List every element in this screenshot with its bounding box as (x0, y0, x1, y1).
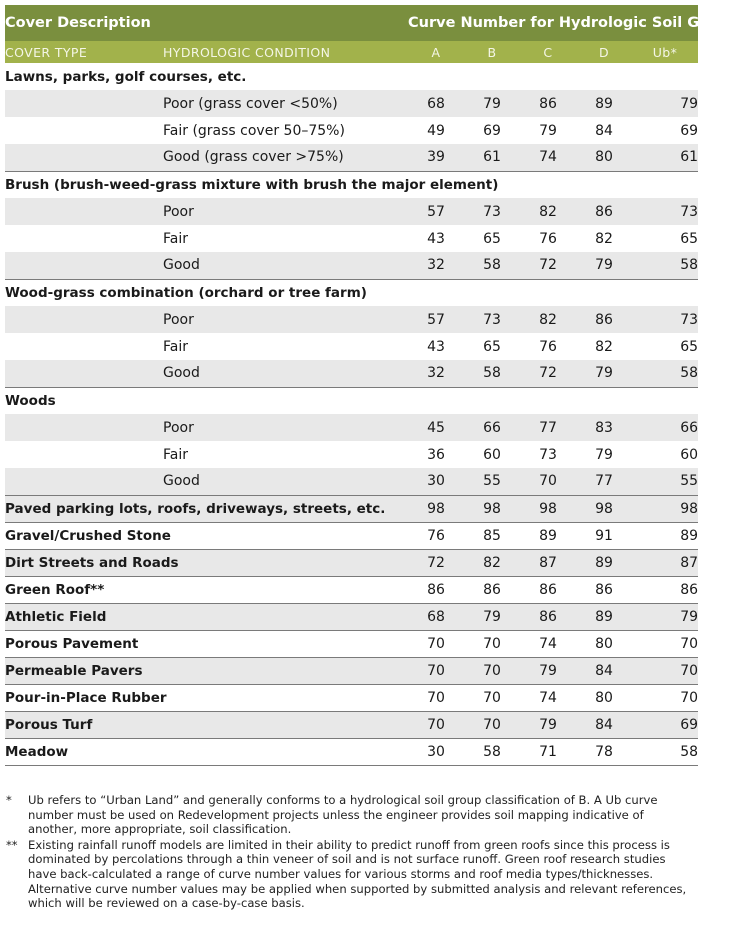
cover-type-row (5, 387, 698, 414)
cn-a-cell: 72 (408, 549, 464, 576)
cn-b-cell: 61 (464, 144, 520, 171)
footnote-text: Existing rainfall runoff models are limited in their ability to predict runoff from green roofs since this process is dominated by percolations through a thin veneer of soil and is not surface runoff. Green roof research studies have back-calculated a range of curve number values for various storms and roof media types/thicknesses. Alternative curve number values may be applied when supported by submitted analysis and relevant references, which will be reviewed on a case-by-case basis. (28, 837, 687, 911)
curve-number-table (5, 5, 737, 766)
curve-number-header: Curve Number for Hydrologic Soil Group (408, 15, 737, 31)
cover-type-name-cell: Athletic Field (5, 603, 408, 630)
cover-type-single-row (5, 657, 698, 684)
cover-type-title: Woods (5, 392, 56, 409)
cn-c-cell: 71 (520, 738, 576, 765)
cn-c-cell: 86 (520, 576, 576, 603)
cover-type-title: Wood-grass combination (orchard or tree farm) (5, 284, 367, 301)
cn-a-cell: 32 (408, 252, 464, 279)
cn-b-cell: 98 (464, 495, 520, 522)
cn-ub-cell: 70 (632, 684, 698, 711)
cn-c-cell: 87 (520, 549, 576, 576)
cn-d-cell: 86 (595, 203, 613, 220)
cn-b-cell: 58 (464, 252, 520, 279)
condition-row (5, 414, 698, 441)
cn-d-cell: 89 (595, 95, 613, 112)
cover-type-single-row (5, 576, 698, 603)
cn-ub-cell: 79 (680, 95, 699, 112)
cn-d-cell: 86 (576, 576, 632, 603)
cn-ub-cell: 70 (632, 630, 698, 657)
cover-type-row (5, 63, 698, 90)
cover-type-title: Lawns, parks, golf courses, etc. (5, 68, 247, 85)
cn-ub-cell: 79 (632, 603, 698, 630)
cn-a-cell: 39 (408, 144, 464, 171)
cn-b-cell: 86 (464, 576, 520, 603)
cover-type-single-row (5, 738, 698, 765)
cn-ub-cell: 69 (632, 711, 698, 738)
cn-c-cell: 86 (539, 95, 557, 112)
cn-b-cell: 60 (483, 446, 501, 463)
hydrologic-condition-cell: Fair (163, 230, 188, 247)
cn-c-cell: 74 (520, 630, 576, 657)
table-body (5, 63, 698, 765)
cn-a-cell: 68 (408, 603, 464, 630)
cover-type-single-row (5, 495, 698, 522)
cover-type-name-cell: Porous Pavement (5, 630, 408, 657)
cn-c-cell: 82 (539, 311, 557, 328)
group-a-header: A (431, 44, 441, 60)
cn-a-cell: 70 (408, 711, 464, 738)
blank-cell (5, 333, 163, 360)
cover-type-title: Brush (brush-weed-grass mixture with brush the major element) (5, 176, 499, 193)
cover-type-name-cell: Green Roof** (5, 576, 408, 603)
group-d-header: D (598, 44, 610, 60)
condition-row (5, 90, 698, 117)
cover-type-name-cell: Permeable Pavers (5, 657, 408, 684)
cn-a-cell: 30 (408, 738, 464, 765)
condition-row (5, 198, 698, 225)
blank-cell (5, 90, 163, 117)
cn-d-cell: 89 (576, 603, 632, 630)
cn-d-cell: 79 (576, 252, 632, 279)
cover-type-name-cell: Porous Turf (5, 711, 408, 738)
cover-type-single-row (5, 549, 698, 576)
blank-cell (5, 441, 163, 468)
condition-row (5, 360, 698, 387)
group-ub-header: Ub* (652, 44, 678, 60)
cn-d-cell: 80 (576, 684, 632, 711)
cn-a-cell: 36 (427, 446, 445, 463)
cn-d-cell: 98 (576, 495, 632, 522)
hydrologic-condition-cell: Fair (163, 446, 188, 463)
blank-cell (5, 198, 163, 225)
hydrologic-condition-header: HYDROLOGIC CONDITION (163, 44, 331, 60)
cn-c-cell: 86 (520, 603, 576, 630)
cn-ub-cell: 65 (680, 338, 699, 355)
cn-d-cell: 78 (576, 738, 632, 765)
cn-d-cell: 80 (576, 144, 632, 171)
cn-a-cell: 98 (408, 495, 464, 522)
cn-d-cell: 79 (576, 360, 632, 387)
cover-type-row (5, 171, 698, 198)
footnote-text: Ub refers to “Urban Land” and generally conforms to a hydrological soil group classification of B. A Ub curve number must be used on Redevelopment projects unless the engineer provides soil mapping indicative of another, more appropriate, soil classification. (28, 793, 658, 837)
cn-d-cell: 80 (576, 630, 632, 657)
cover-type-name-cell: Gravel/Crushed Stone (5, 522, 408, 549)
hydrologic-condition-cell: Good (163, 468, 408, 495)
cover-type-name-cell: Meadow (5, 738, 408, 765)
cn-d-cell: 82 (595, 230, 613, 247)
cover-type-single-row (5, 711, 698, 738)
cn-a-cell: 68 (427, 95, 445, 112)
blank-cell (5, 144, 163, 171)
cn-d-cell: 83 (595, 419, 613, 436)
cn-a-cell: 86 (408, 576, 464, 603)
cn-c-cell: 89 (520, 522, 576, 549)
cn-b-cell: 85 (464, 522, 520, 549)
cn-a-cell: 30 (408, 468, 464, 495)
cn-d-cell: 82 (595, 338, 613, 355)
cn-b-cell: 65 (483, 230, 501, 247)
cn-b-cell: 66 (483, 419, 501, 436)
cn-c-cell: 74 (520, 684, 576, 711)
cover-type-single-row (5, 603, 698, 630)
cn-d-cell: 84 (576, 657, 632, 684)
cover-type-row (5, 279, 698, 306)
cover-type-single-row (5, 522, 698, 549)
hydrologic-condition-cell: Poor (163, 203, 194, 220)
cn-ub-cell: 65 (680, 230, 699, 247)
cn-d-cell: 79 (595, 446, 613, 463)
cn-ub-cell: 61 (632, 144, 698, 171)
footnotes (5, 793, 695, 912)
cn-b-cell: 70 (464, 657, 520, 684)
condition-row (5, 441, 698, 468)
cn-a-cell: 70 (408, 657, 464, 684)
hydrologic-condition-cell: Poor (163, 419, 194, 436)
cn-c-cell: 76 (539, 230, 557, 247)
hydrologic-condition-cell: Good (grass cover >75%) (163, 144, 408, 171)
cn-a-cell: 70 (408, 684, 464, 711)
condition-row (5, 333, 698, 360)
blank-cell (5, 306, 163, 333)
cn-b-cell: 73 (483, 311, 501, 328)
condition-row (5, 306, 698, 333)
condition-row (5, 144, 698, 171)
condition-row (5, 468, 698, 495)
cn-d-cell: 84 (595, 122, 613, 139)
cn-ub-cell: 73 (680, 203, 699, 220)
blank-cell (5, 117, 163, 144)
group-b-header: B (487, 44, 497, 60)
cn-ub-cell: 58 (632, 252, 698, 279)
hydrologic-condition-cell: Poor (163, 311, 194, 328)
table-header-row (5, 5, 698, 41)
cn-c-cell: 79 (520, 657, 576, 684)
cn-d-cell: 77 (576, 468, 632, 495)
cn-d-cell: 91 (576, 522, 632, 549)
cn-d-cell: 89 (576, 549, 632, 576)
cn-ub-cell: 86 (632, 576, 698, 603)
cn-c-cell: 98 (520, 495, 576, 522)
cn-b-cell: 82 (464, 549, 520, 576)
cn-ub-cell: 87 (632, 549, 698, 576)
cover-description-header: Cover Description (5, 15, 151, 31)
cn-c-cell: 72 (520, 252, 576, 279)
cn-a-cell: 49 (427, 122, 445, 139)
cn-c-cell: 72 (520, 360, 576, 387)
cn-c-cell: 73 (539, 446, 557, 463)
cn-b-cell: 69 (483, 122, 501, 139)
condition-row (5, 252, 698, 279)
cn-b-cell: 79 (464, 603, 520, 630)
cn-b-cell: 70 (464, 630, 520, 657)
cn-c-cell: 70 (520, 468, 576, 495)
cn-a-cell: 43 (427, 230, 445, 247)
blank-cell (5, 414, 163, 441)
condition-row (5, 117, 698, 144)
cn-a-cell: 57 (427, 203, 445, 220)
cn-ub-cell: 73 (680, 311, 699, 328)
footnote-urban-land (5, 793, 695, 837)
hydrologic-condition-cell: Good (163, 360, 408, 387)
cn-b-cell: 79 (483, 95, 501, 112)
cn-d-cell: 86 (595, 311, 613, 328)
cn-b-cell: 58 (464, 738, 520, 765)
cn-b-cell: 65 (483, 338, 501, 355)
cn-ub-cell: 58 (632, 738, 698, 765)
hydrologic-condition-cell: Good (163, 252, 408, 279)
cn-b-cell: 70 (464, 684, 520, 711)
cn-c-cell: 82 (539, 203, 557, 220)
blank-cell (5, 225, 163, 252)
table-subheader-row (5, 41, 698, 63)
cn-ub-cell: 70 (632, 657, 698, 684)
hydrologic-condition-cell: Fair (grass cover 50–75%) (163, 122, 345, 139)
cn-b-cell: 55 (464, 468, 520, 495)
cn-c-cell: 77 (539, 419, 557, 436)
footnote-mark: ** (6, 837, 18, 852)
cn-b-cell: 58 (464, 360, 520, 387)
cover-type-name-cell: Pour-in-Place Rubber (5, 684, 408, 711)
cn-ub-cell: 69 (680, 122, 699, 139)
cn-a-cell: 45 (427, 419, 445, 436)
cn-c-cell: 74 (520, 144, 576, 171)
cn-ub-cell: 55 (632, 468, 698, 495)
group-c-header: C (543, 44, 553, 60)
cn-ub-cell: 66 (680, 419, 699, 436)
footnote-green-roof (5, 838, 695, 911)
blank-cell (5, 468, 163, 495)
cn-a-cell: 57 (427, 311, 445, 328)
footnote-mark: * (6, 793, 12, 807)
cn-c-cell: 79 (520, 711, 576, 738)
cn-d-cell: 84 (576, 711, 632, 738)
cn-ub-cell: 89 (632, 522, 698, 549)
cover-type-header: COVER TYPE (5, 44, 88, 60)
cover-type-name-cell: Dirt Streets and Roads (5, 549, 408, 576)
hydrologic-condition-cell: Poor (grass cover <50%) (163, 95, 338, 112)
blank-cell (5, 252, 163, 279)
cn-ub-cell: 98 (632, 495, 698, 522)
cn-ub-cell: 60 (680, 446, 699, 463)
condition-row (5, 225, 698, 252)
cover-type-single-row (5, 630, 698, 657)
hydrologic-condition-cell: Fair (163, 338, 188, 355)
cn-b-cell: 70 (464, 711, 520, 738)
cn-a-cell: 43 (427, 338, 445, 355)
cn-a-cell: 70 (408, 630, 464, 657)
cn-c-cell: 76 (539, 338, 557, 355)
cn-ub-cell: 58 (632, 360, 698, 387)
cn-c-cell: 79 (539, 122, 557, 139)
cover-type-name-cell: Paved parking lots, roofs, driveways, streets, etc. (5, 495, 408, 522)
cn-a-cell: 76 (408, 522, 464, 549)
cn-b-cell: 73 (483, 203, 501, 220)
blank-cell (5, 360, 163, 387)
cn-a-cell: 32 (408, 360, 464, 387)
cover-type-single-row (5, 684, 698, 711)
